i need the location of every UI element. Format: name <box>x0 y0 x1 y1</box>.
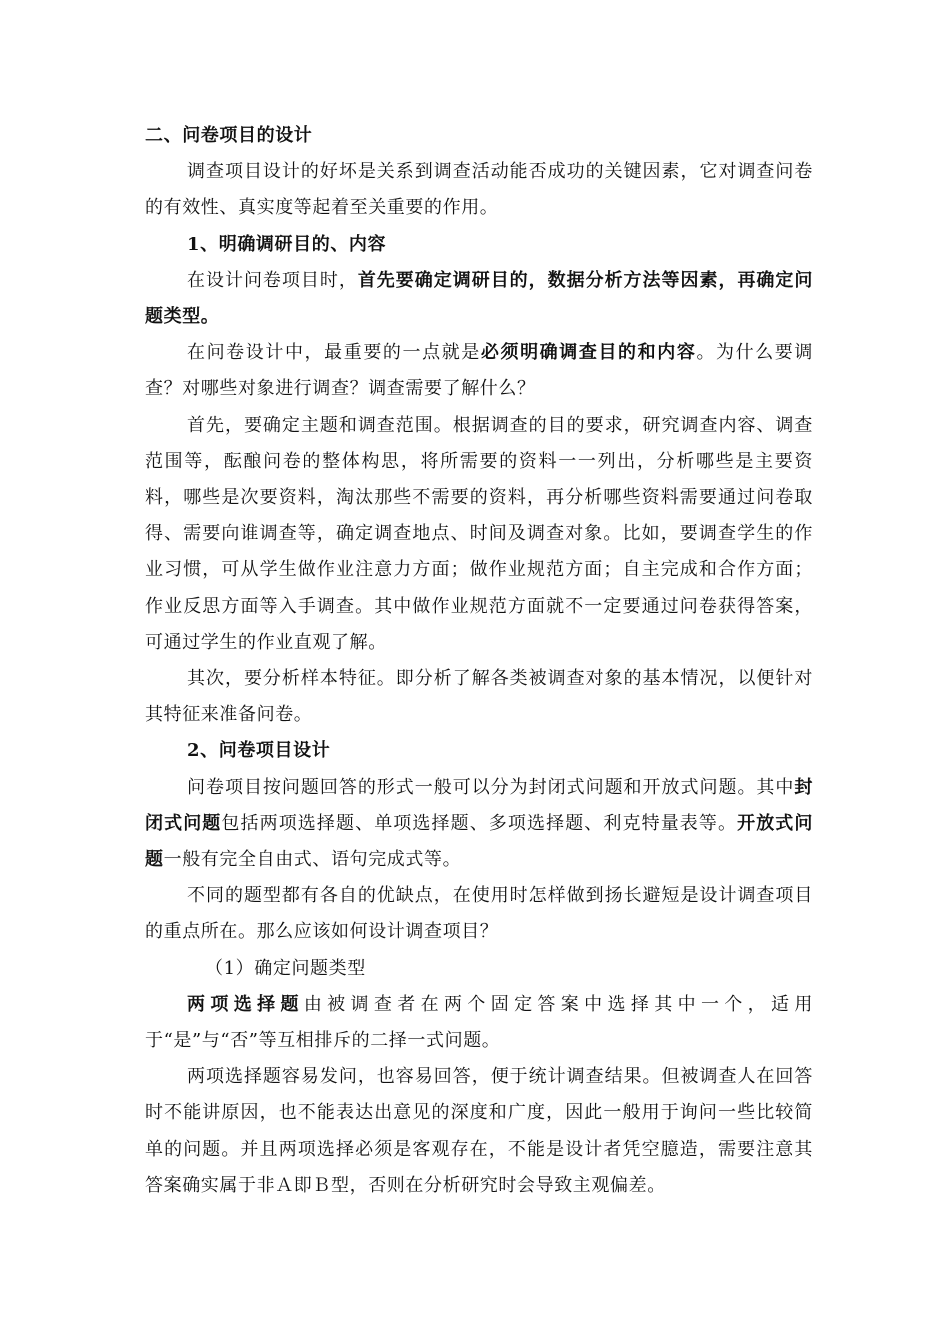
section-title: 二、问卷项目的设计 <box>145 125 313 146</box>
sub2-p3-text: 由被调查者在两个固定答案中选择其中一个，适用于“是”与“否”等互相排斥的二择一式问题。 <box>145 993 813 1052</box>
sub1-paragraph-4: 其次，要分析样本特征。即分析了解各类被调查对象的基本情况，以便针对其特征来准备问卷。 <box>145 668 813 726</box>
sub1-p2-text-a: 在问卷设计中，最重要的一点就是 <box>187 342 481 364</box>
open-question-term: 开放式问题 <box>145 812 813 871</box>
subsection-1-title: 1、明确调研目的、内容 <box>187 233 387 255</box>
two-choice-term: 两项选择题 <box>187 993 304 1015</box>
sub1-paragraph-3: 首先，要确定主题和调查范围。根据调查的目的要求，研究调查内容、调查范围等，酝酿问卷的整体构思，将所需要的资料一一列出，分析哪些是主要资料，哪些是次要资料，淘汰那些不需要的资料，再分析哪些资料需要通过问卷取得、需要向谁调查等，确定调查地点、时间及调查对象。比如，要调查学生的作业习惯，可从学生做作业注意力方面；做作业规范方面；自主完成和合作方面；作业反思方面等入手调查。其中做作业规范方面就不一定要通过问卷获得答案，可通过学生的作业直观了解。 <box>145 414 813 653</box>
subsection-2-title: 2、问卷项目设计 <box>187 740 331 762</box>
sub2-paragraph-4: 两项选择题容易发问，也容易回答，便于统计调查结果。但被调查人在回答时不能讲原因，也不能表达出意见的深度和广度，因此一般用于询问一些比较简单的问题。并且两项选择必须是客观存在，不能是设计者凭空臆造，需要注意其答案确实属于非Ａ即Ｂ型，否则在分析研究时会导致主观偏差。 <box>145 1066 813 1196</box>
intro-paragraph: 调查项目设计的好坏是关系到调查活动能否成功的关键因素，它对调查问卷的有效性、真实度等起着至关重要的作用。 <box>145 161 813 219</box>
sub2-paragraph-3 <box>145 987 813 1059</box>
sub2-p1-text-e: 一般有完全自由式、语句完成式等。 <box>163 849 462 871</box>
sub1-paragraph-1 <box>145 263 813 335</box>
sub2-p1-text-a: 问卷项目按问题回答的形式一般可以分为封闭式问题和开放式问题。其中 <box>187 776 795 798</box>
sub1-p2-text-c: 。为什么要调查？对哪些对象进行调查？调查需要了解什么？ <box>145 342 814 400</box>
document-body <box>145 118 813 1204</box>
sub1-p2-emphasis: 必须明确调查目的和内容 <box>480 342 697 364</box>
sub2-paragraph-2: 不同的题型都有各自的优缺点，在使用时怎样做到扬长避短是设计调查项目的重点所在。那么应该如何设计调查项目？ <box>145 885 813 943</box>
closed-question-term: 封闭式问题 <box>145 776 813 834</box>
item-1-title: （1）确定问题类型 <box>205 957 366 979</box>
sub1-p1-emphasis: 首先要确定调研目的，数据分析方法等因素，再确定问题类型。 <box>145 269 813 328</box>
sub2-p1-text-c: 包括两项选择题、单项选择题、多项选择题、利克特量表等。 <box>221 812 738 834</box>
sub2-paragraph-1 <box>145 770 813 879</box>
sub1-p1-text: 在设计问卷项目时， <box>187 269 358 291</box>
sub1-paragraph-2 <box>145 335 813 407</box>
